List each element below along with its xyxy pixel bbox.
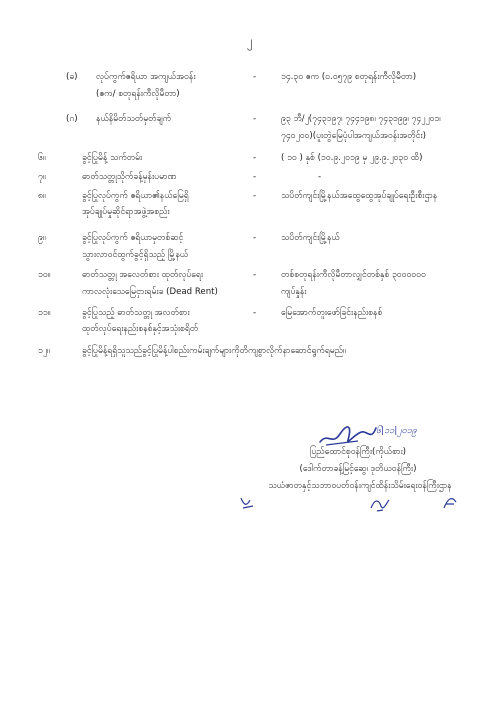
- row-number: (ခ): [66, 72, 78, 82]
- row-label: နယ်နိမိတ်သတ်မှတ်ချက်: [96, 114, 172, 124]
- signature-scribble: [318, 422, 378, 448]
- row-number: ၉။: [38, 233, 46, 243]
- row-number: ၇။: [38, 172, 46, 182]
- row-label: လုပ်ကွက်ဧရိယာ အကျယ်အဝန်း: [96, 72, 196, 82]
- row-label: ဓာတ်သတ္တု အလေတ်စား ထုတ်လုပ်ရေး: [82, 270, 204, 280]
- row-number: ၁၀။: [38, 270, 51, 280]
- row-separator: -: [253, 172, 257, 182]
- row-separator: -: [253, 233, 257, 243]
- row-number: ၈။: [38, 191, 46, 201]
- row-value: မြေအောက်တူးဖော်ခြင်းနည်းစနစ်: [281, 308, 383, 318]
- signatory-title: ပြည်ထောင်စုဝန်ကြီး(ကိုယ်စား): [309, 447, 407, 457]
- row-label: အုပ်ချုပ်မှုဆိုင်ရာအဖွဲ့အစည်း: [82, 207, 170, 217]
- row-separator: -: [253, 191, 257, 201]
- page-number: ၂: [247, 34, 253, 48]
- row-separator: -: [253, 72, 257, 82]
- row-value: -: [318, 172, 322, 182]
- row-label: သွားလာဝင်ထွက်ခွင့်ရှိသည့် မြို့နယ်: [82, 250, 189, 260]
- footer-note-text: ခွင့်ပြုမိန့်ရရှိသူသည်ခွင့်ပြုမိန့်ပါစည်းကမ်းချက်များကိုတိကျစွာလိုက်နာဆောင်ရွက်ရမည်။: [82, 346, 346, 356]
- row-value: ၇၄၀၂၀၀)(ပူးတွဲမြေပုံပါအကျယ်အဝန်းအတိုင်း): [281, 131, 426, 141]
- signature-date: ၆|၁၁|၂၀၁၉: [376, 426, 417, 436]
- row-label: ခွင့်ပြုလုပ်ကွက် ဧရိယာမှတစ်ဆင့်: [82, 233, 184, 243]
- row-number: ၁၁။: [38, 308, 51, 318]
- row-separator: -: [253, 153, 257, 163]
- row-number: (ဂ): [66, 114, 78, 124]
- row-label: ခွင့်ပြုမိန့် သက်တမ်း: [82, 153, 143, 163]
- row-value: တစ်စတုရန်းကီလိုမီတာလျှင်တစ်နှစ် ၃၀၀၀၀၀၀: [281, 270, 426, 280]
- row-label: ခွင့်ပြုသည့် ဓာတ်သတ္တု အလတ်စား: [82, 308, 190, 318]
- row-label: (ဧက/ စတုရန်းကီလိုမီတာ): [96, 89, 180, 99]
- row-number: ၆။: [38, 153, 46, 163]
- initial-mark: [238, 494, 258, 512]
- initial-mark: [440, 494, 460, 512]
- row-value: သပိတ်ကျင်းမြို့နယ်အထွေထွေအုပ်ချုပ်ရေးဦးစီးဌာန: [281, 191, 438, 201]
- signatory-ministry: သယံဇာတနှင့်သဘာဝပတ်ဝန်းကျင်ထိန်းသိမ်းရေးဝန်ကြီးဌာန: [268, 481, 452, 491]
- row-value: ကျပ်နှုန်း: [281, 287, 307, 297]
- row-separator: -: [253, 270, 257, 280]
- row-label: ကာလလုံးသေမြေငှားရမ်းခ (Dead Rent): [82, 287, 218, 297]
- row-number: ၁၂။: [38, 346, 50, 356]
- row-label: ထုတ်လုပ်ရေးနည်းစနစ်နှင့်အသုံးစရိတ်: [82, 324, 199, 334]
- row-separator: -: [253, 308, 257, 318]
- row-value: ၉၃ ဘီ/၂(၇၄၃၁၉၇၊ ၇၄၄၁၉၈၊ ၇၄၃၁၉၉၊ ၇၄၂၂၀၁၊: [281, 114, 441, 124]
- signatory-name: (ဒေါက်တာခန့်မြင့်ဆွေ၊ ဒုတိယဝန်ကြီး): [299, 464, 417, 474]
- initial-mark: [369, 496, 391, 514]
- row-label: ခွင့်ပြုလုပ်ကွက် ဧရိယာ၏နယ်မြေရှိ: [82, 191, 189, 201]
- row-separator: -: [253, 114, 257, 124]
- row-label: ဓာတ်သတ္တုသိုက်ခန့်မှန်းပမာဏ: [82, 172, 177, 182]
- row-value: သပိတ်ကျင်းမြို့နယ်: [281, 233, 340, 243]
- row-value: ( ၁၀ ) နှစ် (၁၀.၉.၂၀၁၉ မှ ၂၉.၉.၂၀၃၀ ထိ): [281, 153, 423, 163]
- row-value: ၁၄.၃၀ ဧက (၀.၀၅၇၉ စတုရန်းကီလိုမီတာ): [281, 72, 417, 82]
